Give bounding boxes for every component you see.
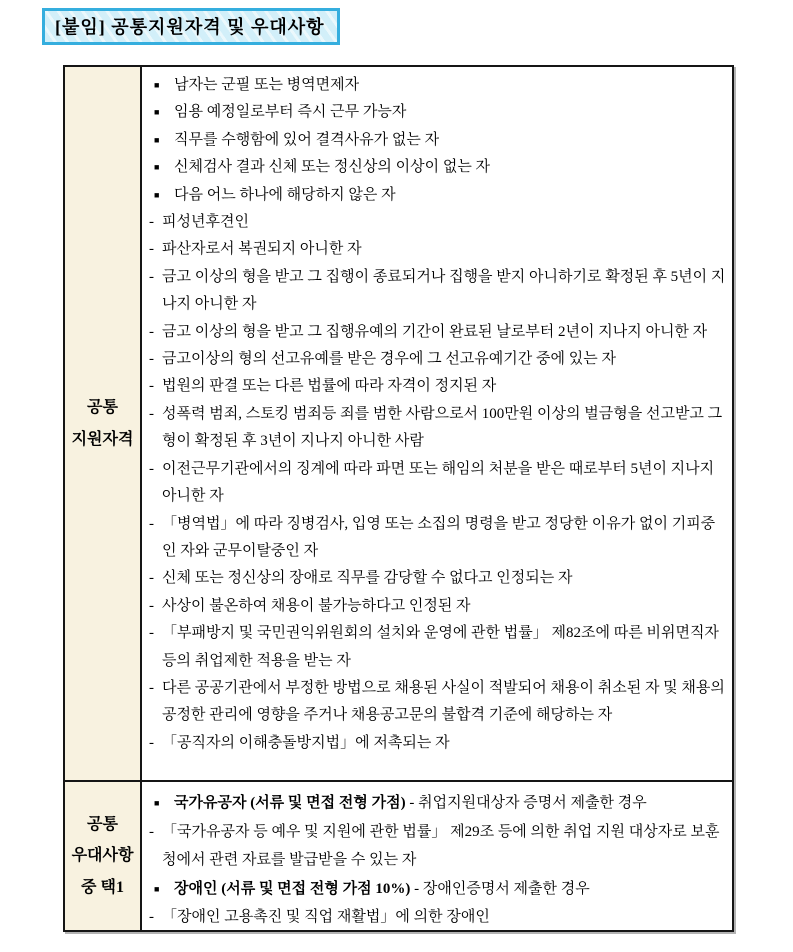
row-content-common-preferences (142, 782, 732, 930)
dash-marker: - (149, 734, 154, 751)
bullet-item (142, 154, 726, 181)
item-text: 「공직자의 이해충돌방지법」에 저촉되는 자 (162, 734, 450, 751)
dash-item (142, 401, 726, 456)
bullet-item (142, 72, 726, 99)
row-content-common-qualifications (142, 67, 732, 780)
dash-item (142, 209, 726, 236)
row-header-line: 중 택1 (81, 878, 124, 896)
item-text: 사상이 불온하여 채용이 불가능하다고 인정된 자 (162, 597, 471, 614)
table-row-common-preferences (65, 782, 732, 930)
dash-marker: - (149, 405, 154, 422)
dash-item (142, 511, 726, 566)
item-text: 직무를 수행함에 있어 결격사유가 없는 자 (174, 131, 440, 148)
dash-item (142, 903, 726, 930)
dash-item (142, 620, 726, 675)
item-text: 피성년후견인 (162, 214, 249, 231)
item-text: 장애인 (서류 및 면접 전형 가점 10%) - 장애인증명서 제출한 경우 (174, 880, 590, 897)
row-header-line: 우대사항 (71, 847, 134, 865)
row-header-line: 공통 (87, 399, 118, 417)
dash-marker: - (149, 625, 154, 642)
dash-item (142, 730, 726, 757)
row-header-line: 지원자격 (71, 430, 134, 448)
dash-marker: - (149, 241, 154, 258)
dash-marker: - (149, 679, 154, 696)
row-header-common-qualifications (65, 67, 142, 780)
item-text: 파산자로서 복권되지 아니한 자 (162, 241, 362, 258)
square-bullet-icon: ■ (154, 107, 160, 118)
bullet-item (142, 99, 726, 126)
dash-item (142, 346, 726, 373)
square-bullet-icon: ■ (154, 80, 160, 90)
dash-marker: - (149, 515, 154, 532)
dash-marker: - (149, 597, 154, 614)
square-bullet-icon: ■ (154, 798, 160, 808)
item-text: 성폭력 범죄, 스토킹 범죄등 죄를 범한 사람으로서 100만원 이상의 벌금형을 선고받고 그 형이 확정된 후 3년이 지나지 아니한 사람 (162, 405, 723, 450)
bullet-item (142, 875, 726, 904)
row-header-line: 공통 (87, 816, 118, 834)
bullet-item (142, 182, 726, 209)
page-title: [붙임] 공통지원자격 및 우대사항 (55, 17, 325, 37)
table-row-common-qualifications (65, 67, 732, 782)
dash-item (142, 818, 726, 875)
dash-marker: - (149, 351, 154, 368)
dash-marker: - (149, 214, 154, 231)
dash-item (142, 373, 726, 400)
item-text: 「국가유공자 등 예우 및 지원에 관한 법률」 제29조 등에 의한 취업 지원 대상자로 보훈청에서 관련 자료를 발급받을 수 있는 자 (162, 823, 720, 868)
dash-marker: - (149, 570, 154, 587)
dash-marker: - (149, 909, 154, 925)
dash-marker: - (149, 268, 154, 285)
dash-item (142, 565, 726, 592)
item-text: 다른 공공기관에서 부정한 방법으로 채용된 사실이 적발되어 채용이 취소된 자 및 채용의 공정한 관리에 영향을 주거나 채용공고문의 불합격 기준에 해당하는 자 (162, 679, 725, 724)
dash-item (142, 456, 726, 511)
item-text: 「부패방지 및 국민권익위원회의 설치와 운영에 관한 법률」 제82조에 따른 비위면직자 등의 취업제한 적용을 받는 자 (162, 625, 719, 669)
item-text: 「병역법」에 따라 징병검사, 입영 또는 소집의 명령을 받고 정당한 이유가 없이 기피중인 자와 군무이탈중인 자 (162, 515, 716, 559)
item-text: 법원의 판결 또는 다른 법률에 따라 자격이 정지된 자 (162, 378, 497, 395)
dash-marker: - (149, 323, 154, 340)
dash-item (142, 593, 726, 620)
square-bullet-icon: ■ (154, 134, 160, 145)
item-text: 다음 어느 하나에 해당하지 않은 자 (174, 186, 396, 203)
dash-marker: - (149, 823, 154, 840)
item-bold-text: 국가유공자 (서류 및 면접 전형 가점) (174, 795, 406, 811)
qualifications-table (63, 65, 734, 932)
item-text: 국가유공자 (서류 및 면접 전형 가점) - 취업지원대상자 증명서 제출한 경우 (174, 795, 647, 811)
item-text: 신체검사 결과 신체 또는 정신상의 이상이 없는 자 (174, 159, 491, 176)
dash-marker: - (149, 378, 154, 395)
item-text: 임용 예정일로부터 즉시 근무 가능자 (174, 104, 407, 121)
item-bold-text: 장애인 (서류 및 면접 전형 가점 10%) (174, 880, 411, 897)
item-text: 금고이상의 형의 선고유예를 받은 경우에 그 선고유예기간 중에 있는 자 (162, 351, 616, 368)
dash-item (142, 319, 726, 346)
square-bullet-icon: ■ (154, 162, 160, 173)
item-text: 「장애인 고용촉진 및 직업 재활법」에 의한 장애인 (162, 909, 490, 925)
attachment-title-banner (42, 8, 340, 45)
dash-item (142, 264, 726, 319)
dash-marker: - (149, 460, 154, 477)
row-header-common-preferences (65, 782, 142, 930)
item-text: 금고 이상의 형을 받고 그 집행이 종료되거나 집행을 받지 아니하기로 확정된 후 5년이 지나지 아니한 자 (162, 268, 726, 313)
square-bullet-icon: ■ (154, 189, 160, 200)
item-text: 신체 또는 정신상의 장애로 직무를 감당할 수 없다고 인정되는 자 (162, 570, 573, 587)
item-text: 이전근무기관에서의 징계에 따라 파면 또는 해임의 처분을 받은 때로부터 5년이 지나지 아니한 자 (162, 460, 715, 505)
dash-item (142, 675, 726, 730)
item-text: 남자는 군필 또는 병역면제자 (174, 77, 360, 93)
dash-item (142, 236, 726, 263)
bullet-item (142, 127, 726, 154)
square-bullet-icon: ■ (154, 883, 160, 894)
item-text: 금고 이상의 형을 받고 그 집행유예의 기간이 완료된 날로부터 2년이 지나지 아니한 자 (162, 323, 708, 340)
bullet-item (142, 789, 726, 818)
